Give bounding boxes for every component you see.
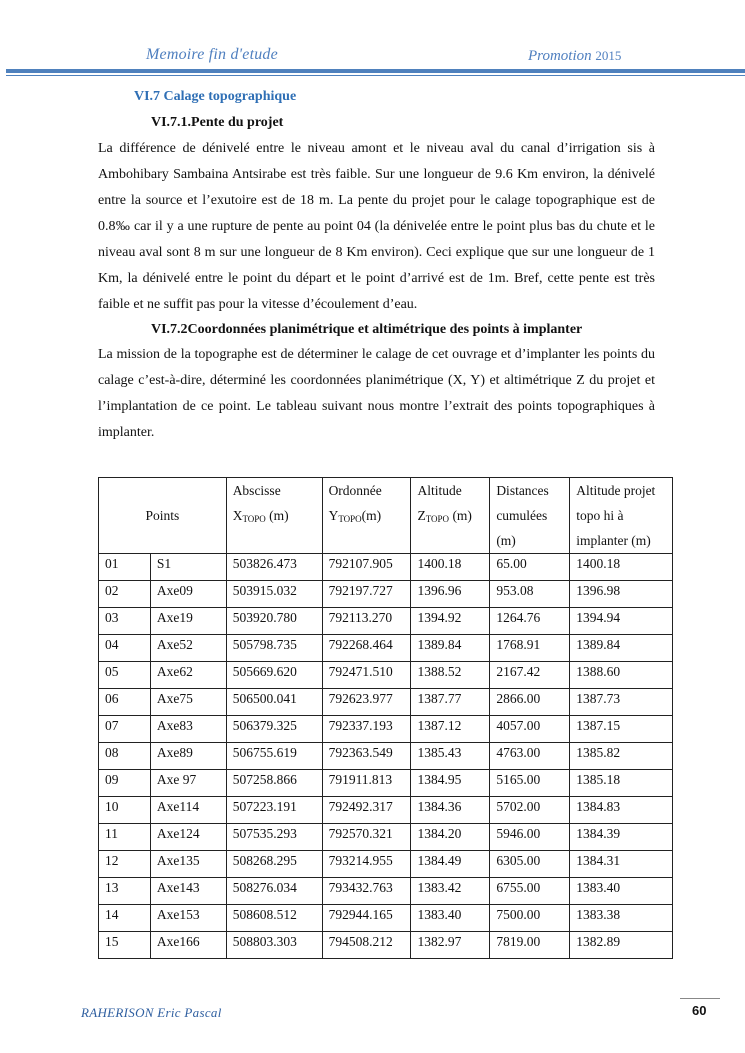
cell-point-number: 05 [99, 662, 151, 689]
cell-point-id: Axe62 [150, 662, 226, 689]
cell-ordonnee: 792471.510 [322, 662, 411, 689]
cell-ordonnee: 792113.270 [322, 608, 411, 635]
cell-abscisse: 503915.032 [226, 581, 322, 608]
cell-abscisse: 508803.303 [226, 932, 322, 959]
header-promotion-year: 2015 [595, 48, 622, 63]
header-altitude-projet-2: topo hi à [576, 508, 624, 523]
cell-distance: 6305.00 [490, 851, 570, 878]
header-altitude-unit: (m) [452, 508, 472, 523]
table-row [99, 878, 673, 905]
cell-ordonnee: 793432.763 [322, 878, 411, 905]
header-altitude-projet [570, 478, 673, 554]
cell-ordonnee: 794508.212 [322, 932, 411, 959]
cell-point-number: 02 [99, 581, 151, 608]
cell-point-number: 11 [99, 824, 151, 851]
header-rule-thick [6, 69, 745, 73]
subsection-title-slope: VI.7.1.Pente du projet [151, 115, 284, 130]
cell-abscisse: 507535.293 [226, 824, 322, 851]
cell-altitude-projet: 1394.94 [570, 608, 673, 635]
cell-abscisse: 505669.620 [226, 662, 322, 689]
table-row [99, 554, 673, 581]
header-points: Points [99, 478, 227, 554]
cell-ordonnee: 793214.955 [322, 851, 411, 878]
cell-distance: 1264.76 [490, 608, 570, 635]
cell-altitude-projet: 1400.18 [570, 554, 673, 581]
table-row [99, 824, 673, 851]
table-row [99, 797, 673, 824]
cell-altitude: 1383.40 [411, 905, 490, 932]
cell-distance: 2167.42 [490, 662, 570, 689]
header-abscisse-label: Abscisse [232, 483, 281, 498]
cell-altitude: 1384.20 [411, 824, 490, 851]
cell-altitude: 1383.42 [411, 878, 490, 905]
cell-altitude-projet: 1388.60 [570, 662, 673, 689]
cell-ordonnee: 792363.549 [322, 743, 411, 770]
table-row [99, 662, 673, 689]
subsection-title-coordinates: VI.7.2Coordonnées planimétrique et altimétrique des points à implanter [151, 322, 583, 337]
cell-abscisse: 508608.512 [226, 905, 322, 932]
cell-distance: 2866.00 [490, 689, 570, 716]
cell-altitude-projet: 1384.39 [570, 824, 673, 851]
cell-point-id: Axe153 [150, 905, 226, 932]
header-promotion-label: Promotion [528, 48, 592, 64]
cell-ordonnee: 792570.321 [322, 824, 411, 851]
header-ordonnee-unit: (m) [361, 508, 382, 523]
header-ordonnee-var: Y [328, 508, 339, 523]
cell-altitude: 1387.77 [411, 689, 490, 716]
cell-abscisse: 508268.295 [226, 851, 322, 878]
cell-ordonnee: 792492.317 [322, 797, 411, 824]
header-ordonnee [322, 478, 411, 554]
table-row [99, 905, 673, 932]
cell-distance: 65.00 [490, 554, 570, 581]
cell-point-id: Axe09 [150, 581, 226, 608]
cell-point-number: 15 [99, 932, 151, 959]
table-row [99, 608, 673, 635]
cell-ordonnee: 792623.977 [322, 689, 411, 716]
cell-distance: 1768.91 [490, 635, 570, 662]
cell-point-number: 03 [99, 608, 151, 635]
cell-point-number: 10 [99, 797, 151, 824]
cell-point-id: Axe52 [150, 635, 226, 662]
header-abscisse-unit: (m) [269, 508, 289, 523]
topographic-points-table [98, 477, 673, 959]
cell-ordonnee: 792944.165 [322, 905, 411, 932]
header-altitude-projet-1: Altitude projet [576, 483, 656, 498]
header-abscisse-sub: TOPO [242, 514, 266, 524]
cell-abscisse: 506755.619 [226, 743, 322, 770]
cell-abscisse: 505798.735 [226, 635, 322, 662]
cell-abscisse: 503920.780 [226, 608, 322, 635]
table-row [99, 716, 673, 743]
cell-point-id: Axe166 [150, 932, 226, 959]
cell-point-id: Axe143 [150, 878, 226, 905]
cell-point-id: Axe19 [150, 608, 226, 635]
cell-altitude-projet: 1387.73 [570, 689, 673, 716]
cell-distance: 7500.00 [490, 905, 570, 932]
header-document-title: Memoire fin d'etude [146, 46, 278, 63]
cell-point-number: 06 [99, 689, 151, 716]
cell-altitude-projet: 1384.83 [570, 797, 673, 824]
cell-distance: 953.08 [490, 581, 570, 608]
cell-altitude-projet: 1383.40 [570, 878, 673, 905]
cell-ordonnee: 792337.193 [322, 716, 411, 743]
header-distances-label: Distances [496, 483, 549, 498]
header-promotion [528, 48, 621, 65]
section-title: VI.7 Calage topographique [134, 89, 297, 104]
cell-altitude: 1384.95 [411, 770, 490, 797]
cell-distance: 6755.00 [490, 878, 570, 905]
header-rule-thin [6, 75, 745, 76]
cell-abscisse: 507223.191 [226, 797, 322, 824]
table-row [99, 743, 673, 770]
cell-distance: 5165.00 [490, 770, 570, 797]
cell-point-number: 14 [99, 905, 151, 932]
cell-ordonnee: 792107.905 [322, 554, 411, 581]
cell-altitude: 1384.49 [411, 851, 490, 878]
table-body [99, 554, 673, 959]
cell-altitude: 1384.36 [411, 797, 490, 824]
cell-altitude-projet: 1385.18 [570, 770, 673, 797]
cell-point-id: Axe75 [150, 689, 226, 716]
cell-point-id: Axe114 [150, 797, 226, 824]
cell-altitude-projet: 1383.38 [570, 905, 673, 932]
table-row [99, 635, 673, 662]
header-distances-label-2: cumulées [496, 508, 548, 523]
cell-altitude: 1385.43 [411, 743, 490, 770]
cell-altitude: 1400.18 [411, 554, 490, 581]
cell-altitude: 1396.96 [411, 581, 490, 608]
table-row [99, 851, 673, 878]
cell-point-number: 09 [99, 770, 151, 797]
cell-altitude: 1387.12 [411, 716, 490, 743]
table-header-row [99, 478, 673, 554]
cell-abscisse: 506500.041 [226, 689, 322, 716]
cell-altitude: 1394.92 [411, 608, 490, 635]
header-altitude-projet-3: implanter (m) [576, 533, 651, 548]
cell-abscisse: 503826.473 [226, 554, 322, 581]
cell-altitude-projet: 1384.31 [570, 851, 673, 878]
cell-altitude-projet: 1382.89 [570, 932, 673, 959]
page-number: 60 [692, 1003, 707, 1018]
header-altitude [411, 478, 490, 554]
table-row [99, 770, 673, 797]
cell-distance: 4057.00 [490, 716, 570, 743]
cell-distance: 4763.00 [490, 743, 570, 770]
cell-distance: 5702.00 [490, 797, 570, 824]
cell-point-id: S1 [150, 554, 226, 581]
cell-altitude-projet: 1387.15 [570, 716, 673, 743]
cell-point-id: Axe 97 [150, 770, 226, 797]
footer-rule [680, 998, 720, 999]
cell-altitude: 1382.97 [411, 932, 490, 959]
cell-altitude-projet: 1389.84 [570, 635, 673, 662]
footer-author: RAHERISON Eric Pascal [81, 1005, 222, 1020]
cell-point-id: Axe89 [150, 743, 226, 770]
cell-altitude-projet: 1396.98 [570, 581, 673, 608]
cell-distance: 5946.00 [490, 824, 570, 851]
cell-ordonnee: 791911.813 [322, 770, 411, 797]
cell-abscisse: 507258.866 [226, 770, 322, 797]
cell-ordonnee: 792268.464 [322, 635, 411, 662]
header-altitude-var: Z [417, 508, 426, 523]
cell-point-id: Axe124 [150, 824, 226, 851]
header-abscisse [226, 478, 322, 554]
cell-point-number: 12 [99, 851, 151, 878]
header-distances-unit: (m) [496, 533, 516, 548]
cell-point-number: 04 [99, 635, 151, 662]
paragraph-coordinates: La mission de la topographe est de déterminer le calage de cet ouvrage et d’implanter les points du calage c’est-à-dire, déterminé les coordonnées planimétrique (X, Y) et altimétrique Z du projet et l’implantation de ce point. Le tableau suivant nous montre l’extrait des points topographiques à implanter. [98, 347, 655, 440]
table-row [99, 689, 673, 716]
table-row [99, 932, 673, 959]
paragraph-slope: La différence de dénivelé entre le niveau amont et le niveau aval du canal d’irrigation sis à Ambohibary Sambaina Antsirabe est très faible. Sur une longueur de 9.6 Km environ, la dénivelé entre la source et l’exutoire est de 18 m. La pente du projet pour le calage topographique est de 0.8‰ car il y a une rupture de pente au point 04 (la dénivelée entre le point plus bas du chute et le niveau aval sont 8 m sur une longueur de 8 Km environ). Ceci explique que sur une longueur de 1 Km, la dénivelé entre le point du départ et le point d’arrivé est de 1m. Bref, cette pente est très faible et ne suffit pas pour la vitesse d’écoulement d’eau. [98, 141, 655, 312]
cell-abscisse: 506379.325 [226, 716, 322, 743]
header-altitude-sub: TOPO [425, 514, 450, 524]
header-ordonnee-label: Ordonnée [328, 483, 382, 498]
cell-altitude: 1389.84 [411, 635, 490, 662]
cell-point-id: Axe83 [150, 716, 226, 743]
cell-abscisse: 508276.034 [226, 878, 322, 905]
cell-distance: 7819.00 [490, 932, 570, 959]
header-altitude-label: Altitude [417, 483, 462, 498]
cell-altitude-projet: 1385.82 [570, 743, 673, 770]
cell-point-number: 13 [99, 878, 151, 905]
cell-point-number: 07 [99, 716, 151, 743]
cell-point-number: 01 [99, 554, 151, 581]
cell-altitude: 1388.52 [411, 662, 490, 689]
cell-ordonnee: 792197.727 [322, 581, 411, 608]
header-abscisse-var: X [232, 508, 243, 523]
header-distances [490, 478, 570, 554]
cell-point-number: 08 [99, 743, 151, 770]
table-row [99, 581, 673, 608]
cell-point-id: Axe135 [150, 851, 226, 878]
header-ordonnee-sub: TOPO [338, 514, 362, 524]
